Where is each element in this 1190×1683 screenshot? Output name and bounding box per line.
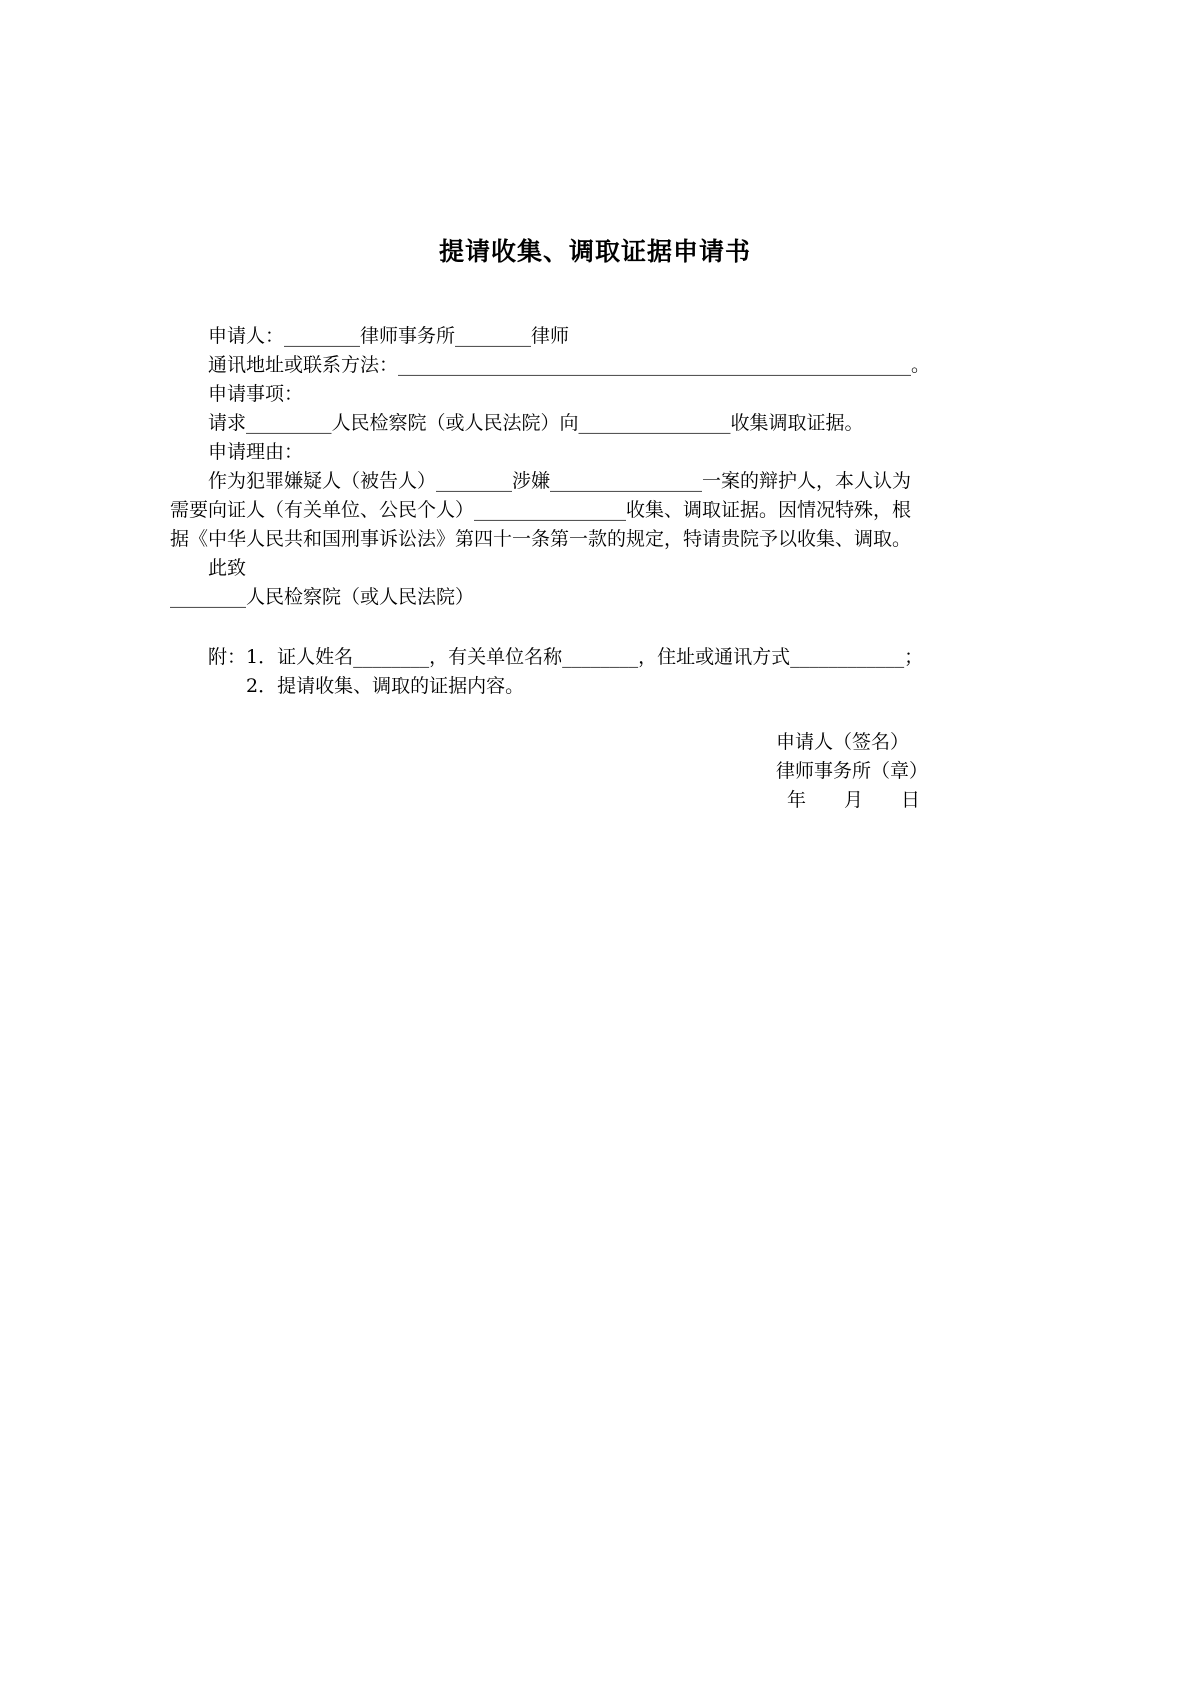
addressee-blank: ________: [170, 586, 246, 608]
attachment-1-end: ；: [904, 646, 924, 668]
attachment-1-prefix: 附：1．证人姓名: [208, 646, 354, 668]
signature-applicant: 申请人（签名）: [776, 731, 910, 753]
reason-line-3: 据《中华人民共和国刑事诉讼法》第四十一条第一款的规定，特请贵院予以收集、调取。: [170, 528, 912, 550]
attachment-line-2: 2．提请收集、调取的证据内容。: [246, 675, 525, 697]
target-blank: ________________: [578, 412, 731, 434]
procuratorate-blank: _________: [246, 412, 332, 434]
matter-label: 申请事项：: [208, 383, 304, 405]
reason-1-mid: 涉嫌: [512, 470, 551, 492]
applicant-label: 申请人：: [208, 325, 285, 347]
contact-label: 通讯地址或联系方法：: [208, 354, 399, 376]
request-suffix: 收集调取证据。: [730, 412, 864, 434]
lawyer-label: 律师: [531, 325, 570, 347]
request-prefix: 请求: [208, 412, 247, 434]
addressee-line: [170, 585, 474, 609]
addressee-text: 人民检察院（或人民法院）: [246, 586, 475, 608]
reason-2-suffix: 收集、调取证据。因情况特殊，根: [626, 499, 912, 521]
suspect-blank: ________: [436, 470, 513, 492]
reason-line-2: [170, 498, 911, 522]
closing: 此致: [208, 557, 247, 579]
contact-blank: ______________________________________________________: [398, 354, 912, 376]
charge-blank: ________________: [550, 470, 703, 492]
reason-1-suffix: 一案的辩护人，本人认为: [702, 470, 912, 492]
attachment-1-mid2: ，住址或通讯方式: [638, 646, 791, 668]
signature-firm: 律师事务所（章）: [776, 760, 929, 782]
lawyer-name-blank: ________: [455, 325, 532, 347]
request-line: [208, 411, 864, 435]
unit-name-blank: ________: [562, 646, 639, 668]
applicant-line: [208, 324, 569, 348]
witness-name-blank: ________: [353, 646, 430, 668]
contact-line: [208, 353, 930, 377]
reason-label: 申请理由：: [208, 441, 304, 463]
attachment-1-mid1: ，有关单位名称: [429, 646, 563, 668]
reason-1-prefix: 作为犯罪嫌疑人（被告人）: [208, 470, 437, 492]
reason-line-1: [208, 469, 911, 493]
firm-label: 律师事务所: [360, 325, 456, 347]
request-mid: 人民检察院（或人民法院）向: [331, 412, 579, 434]
reason-2-prefix: 需要向证人（有关单位、公民个人）: [170, 499, 475, 521]
address-blank: ____________: [790, 646, 905, 668]
document-title: 提请收集、调取证据申请书: [438, 237, 751, 266]
applicant-firm-blank: ________: [284, 325, 361, 347]
witness-blank: ________________: [474, 499, 627, 521]
signature-date: 年 月 日: [787, 789, 921, 811]
contact-end: 。: [911, 354, 931, 376]
attachment-line-1: [208, 645, 923, 669]
